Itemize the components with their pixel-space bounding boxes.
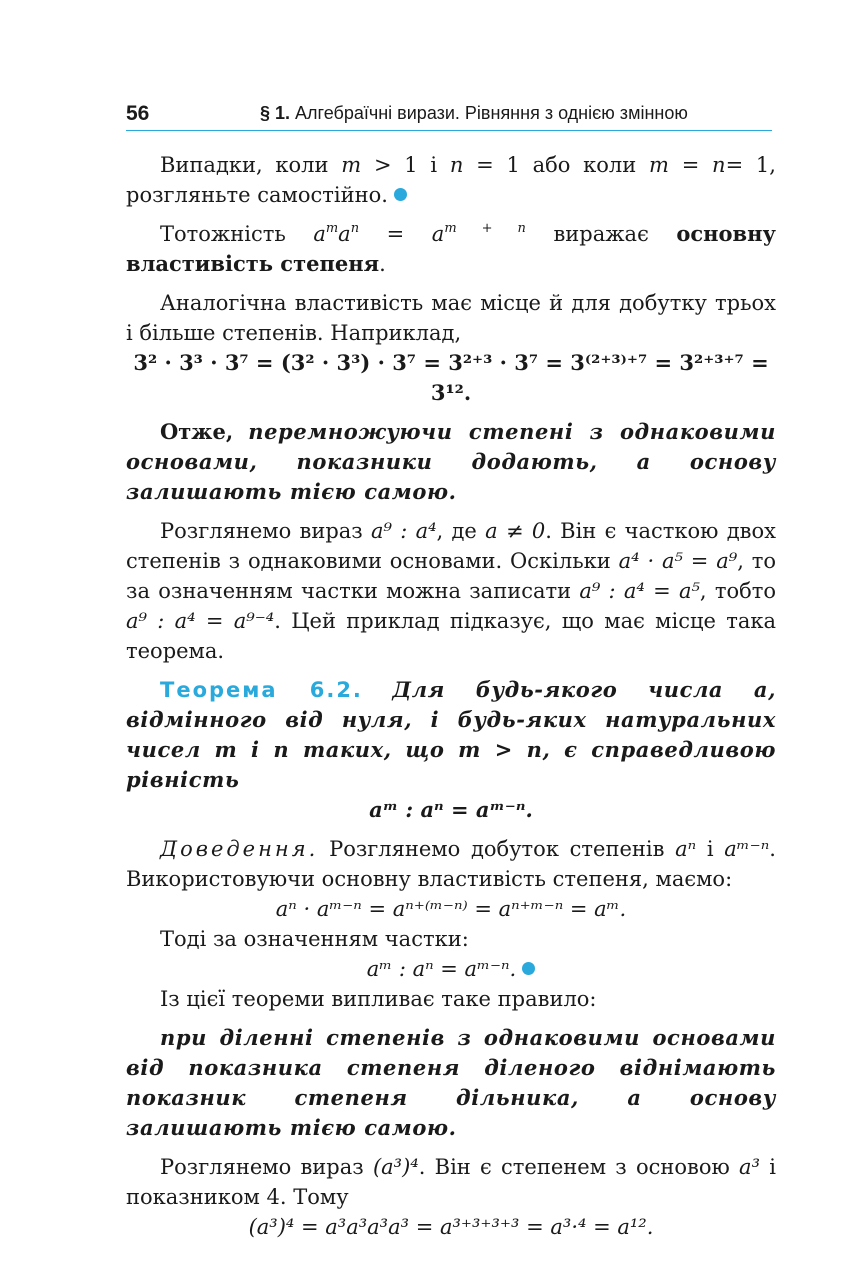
- section-title: Алгебраїчні вирази. Рівняння з однією змінною: [295, 103, 688, 123]
- proof-label: Доведення.: [160, 837, 319, 861]
- rule-division: при діленні степенів з однаковими основами від показника степеня діленого віднімають показник степеня дільника, а основу залишають тією самою.: [126, 1025, 776, 1140]
- end-of-proof-dot-icon: [522, 962, 535, 975]
- paragraph-rule-intro: Із цієї теореми випливає таке правило:: [160, 987, 597, 1011]
- proof: Доведення. Розглянемо добуток степенів aⁿ і aᵐ⁻ⁿ. Використовуючи основну властивість степеня, маємо:: [126, 837, 776, 891]
- paragraph-power-of-power: Розглянемо вираз (a³)⁴. Він є степенем з основою a³ і показником 4. Тому: [126, 1155, 776, 1209]
- rule-multiplication: Отже, перемножуючи степені з однаковими основами, показники додають, а основу залишають тією самою.: [126, 419, 776, 504]
- proof-formula: aⁿ · aᵐ⁻ⁿ = aⁿ⁺⁽ᵐ⁻ⁿ⁾ = aⁿ⁺ᵐ⁻ⁿ = aᵐ.: [275, 897, 627, 921]
- formula-example-powers: 3² · 3³ · 3⁷ = (3² · 3³) · 3⁷ = 3²⁺³ · 3⁷ = 3⁽²⁺³⁾⁺⁷ = 3²⁺³⁺⁷ = 3¹².: [133, 350, 769, 405]
- section-mark: § 1.: [260, 103, 291, 123]
- paragraph-then: Тоді за означенням частки:: [160, 927, 469, 951]
- end-of-proof-dot-icon: [394, 188, 407, 201]
- paragraph-identity: Тотожність $a^ma^n = a^{m + n}$ виражає основну властивість степеня.: [126, 221, 776, 276]
- theorem-6-2: [126, 675, 776, 795]
- paragraph-analog: Аналогічна властивість має місце й для добутку трьох і більше степенів. Наприклад,: [126, 291, 776, 345]
- property-term: основну властивість степеня: [126, 221, 776, 276]
- proof-conclusion: aᵐ : aⁿ = aᵐ⁻ⁿ.: [126, 954, 776, 984]
- paragraph-cases: Випадки, коли m > 1 і n = 1 або коли m = n= 1, розгляньте самостійно.: [126, 153, 776, 207]
- theorem-formula: aᵐ : aⁿ = aᵐ⁻ⁿ.: [369, 797, 533, 822]
- theorem-label: Теорема 6.2.: [160, 678, 363, 702]
- running-title: [260, 103, 688, 124]
- page-number: 56: [126, 102, 150, 125]
- power-of-power-formula: (a³)⁴ = a³a³a³a³ = a³⁺³⁺³⁺³ = a³·⁴ = a¹².: [248, 1215, 654, 1239]
- paragraph-quotient: Розглянемо вираз a⁹ : a⁴, де a ≠ 0. Він є часткою двох степенів з однаковими основами. Оскільки a⁴ · a⁵ = a⁹, то за означенням частки можна записати a⁹ : a⁴ = a⁵, тобто a⁹ : a⁴ = a⁹⁻⁴. Цей приклад підказує, що має місце така теорема.: [126, 519, 776, 663]
- identity-formula: $a^ma^n = a^{m + n}$: [313, 221, 526, 246]
- page-content: [126, 150, 776, 1242]
- theorem-statement: Для будь-якого числа a, відмінного від нуля, і будь-яких натуральних чисел m і n таких, що m > n, є справедливою рівність: [126, 677, 776, 792]
- page-header: [126, 100, 772, 131]
